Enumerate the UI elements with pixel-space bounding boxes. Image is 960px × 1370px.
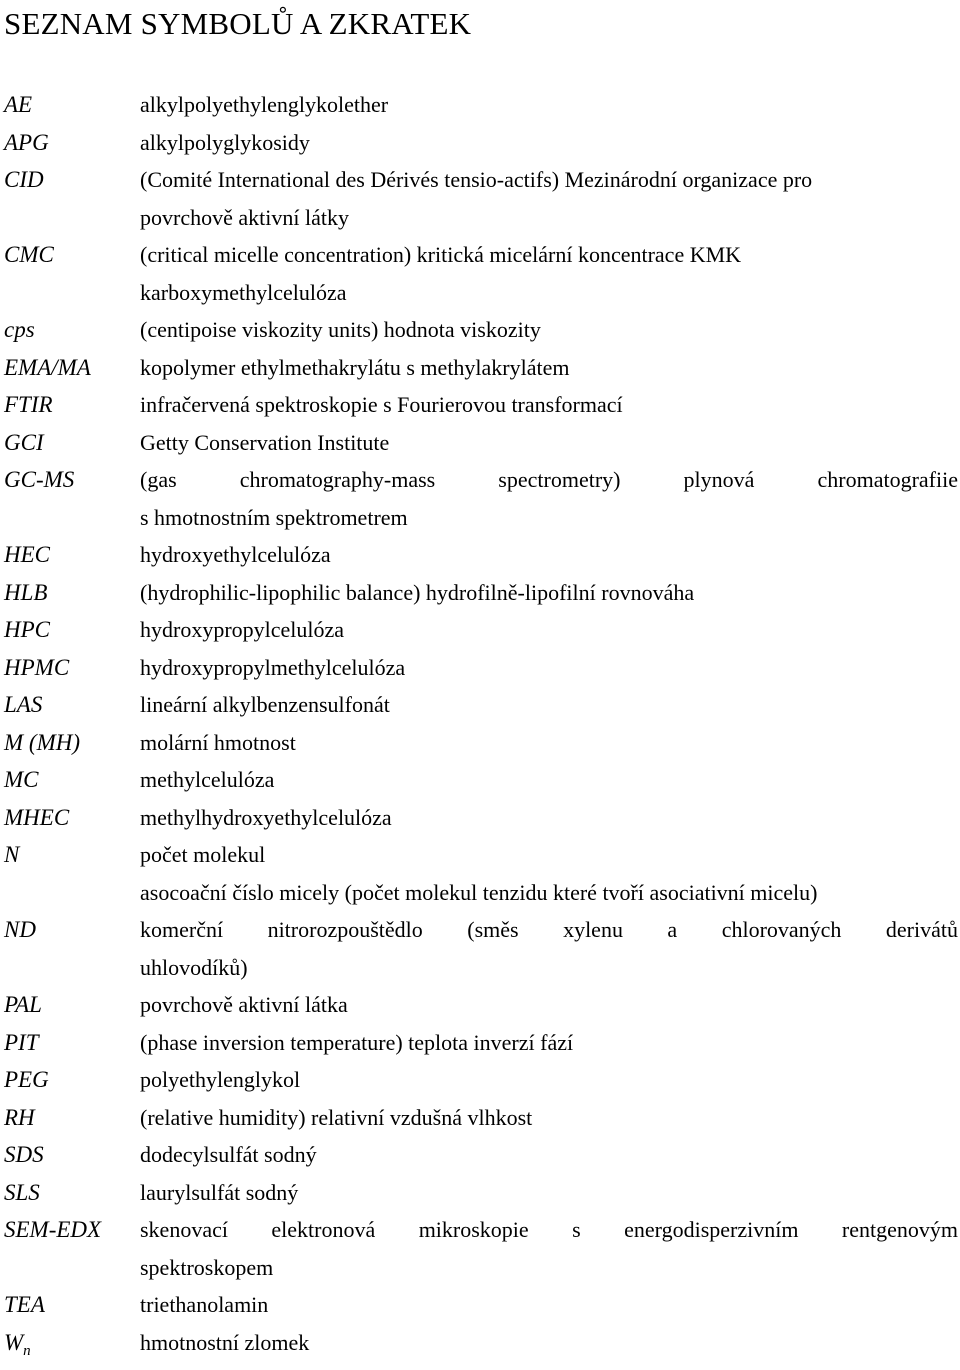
definition-line: alkylpolyglykosidy — [140, 124, 958, 162]
abbreviation-definition — [140, 686, 960, 724]
symbol-text: CID — [4, 167, 44, 192]
symbol-text: SEM-EDX — [4, 1217, 101, 1242]
definition-line: povrchově aktivní látky — [140, 199, 958, 237]
symbol-text: APG — [4, 130, 49, 155]
symbol-text: EMA/MA — [4, 355, 91, 380]
definition-line: (gas chromatography-mass spectrometry) plynová chromatografiie — [140, 461, 958, 499]
abbreviation-entry — [0, 724, 960, 762]
definition-line: alkylpolyethylenglykolether — [140, 86, 958, 124]
abbreviation-definition — [140, 799, 960, 837]
abbreviation-symbol — [0, 1061, 140, 1099]
abbreviation-symbol — [0, 461, 140, 499]
abbreviation-entry — [0, 836, 960, 911]
definition-line: hydroxypropylmethylcelulóza — [140, 649, 958, 687]
abbreviation-symbol — [0, 124, 140, 162]
definition-line: hydroxyethylcelulóza — [140, 536, 958, 574]
abbreviation-entry — [0, 536, 960, 574]
abbreviation-entry — [0, 461, 960, 536]
abbreviation-definition — [140, 124, 960, 162]
definition-line: lineární alkylbenzensulfonát — [140, 686, 958, 724]
abbreviation-definition — [140, 1061, 960, 1099]
abbreviation-definition — [140, 1286, 960, 1324]
definition-line: karboxymethylcelulóza — [140, 274, 958, 312]
symbol-text: SDS — [4, 1142, 44, 1167]
abbreviation-entry — [0, 911, 960, 986]
abbreviation-definition — [140, 161, 960, 236]
abbreviation-entry — [0, 1136, 960, 1174]
symbol-text: HPMC — [4, 655, 69, 680]
abbreviation-definition — [140, 349, 960, 387]
abbreviation-entry — [0, 1099, 960, 1137]
abbreviation-definition — [140, 461, 960, 536]
symbol-text: CMC — [4, 242, 54, 267]
abbreviation-definition — [140, 311, 960, 349]
abbreviation-definition — [140, 86, 960, 124]
abbreviation-entry — [0, 574, 960, 612]
definition-line: molární hmotnost — [140, 724, 958, 762]
abbreviation-entry — [0, 611, 960, 649]
symbol-text: PAL — [4, 992, 42, 1017]
abbreviation-definition — [140, 536, 960, 574]
definition-line: skenovací elektronová mikroskopie s energodisperzivním rentgenovým — [140, 1211, 958, 1249]
abbreviation-symbol — [0, 1211, 140, 1249]
abbreviation-definition — [140, 574, 960, 612]
definition-line: (Comité International des Dérivés tensio-actifs) Mezinárodní organizace pro — [140, 161, 958, 199]
abbreviation-symbol — [0, 1024, 140, 1062]
abbreviation-symbol — [0, 349, 140, 387]
abbreviation-entry — [0, 1324, 960, 1370]
abbreviation-entry — [0, 1286, 960, 1324]
abbreviation-symbol — [0, 386, 140, 424]
definition-line: povrchově aktivní látka — [140, 986, 958, 1024]
definition-line: (critical micelle concentration) kritická micelární koncentrace KMK — [140, 236, 958, 274]
abbreviation-entry — [0, 986, 960, 1024]
symbol-text: GCI — [4, 430, 44, 455]
definition-line: methylhydroxyethylcelulóza — [140, 799, 958, 837]
abbreviation-symbol — [0, 799, 140, 837]
symbol-text: TEA — [4, 1292, 45, 1317]
definition-line: dodecylsulfát sodný — [140, 1136, 958, 1174]
abbreviation-definition — [140, 1174, 960, 1212]
abbreviation-definition — [140, 724, 960, 762]
definition-line: Getty Conservation Institute — [140, 424, 958, 462]
abbreviation-entry — [0, 1024, 960, 1062]
abbreviation-entry — [0, 124, 960, 162]
abbreviation-symbol — [0, 161, 140, 199]
definition-line: hydroxypropylcelulóza — [140, 611, 958, 649]
definition-line: (phase inversion temperature) teplota inverzí fází — [140, 1024, 958, 1062]
symbol-text: PIT — [4, 1030, 39, 1055]
abbreviation-list — [0, 86, 960, 1370]
definition-line: (relative humidity) relativní vzdušná vlhkost — [140, 1099, 958, 1137]
abbreviation-entry — [0, 649, 960, 687]
abbreviation-definition — [140, 424, 960, 462]
definition-line: polyethylenglykol — [140, 1061, 958, 1099]
symbol-text: AE — [4, 92, 32, 117]
abbreviation-definition — [140, 836, 960, 911]
symbol-text: M (MH) — [4, 730, 80, 755]
symbol-text: GC-MS — [4, 467, 74, 492]
abbreviation-definition — [140, 649, 960, 687]
definition-line: (hydrophilic-lipophilic balance) hydrofilně-lipofilní rovnováha — [140, 574, 958, 612]
abbreviation-symbol — [0, 836, 140, 874]
abbreviation-entry — [0, 686, 960, 724]
abbreviation-symbol — [0, 236, 140, 274]
abbreviation-definition — [140, 761, 960, 799]
abbreviation-definition — [140, 1211, 960, 1286]
abbreviation-symbol — [0, 86, 140, 124]
abbreviation-symbol — [0, 1324, 140, 1370]
abbreviation-definition — [140, 1024, 960, 1062]
symbol-text: FTIR — [4, 392, 53, 417]
abbreviation-definition — [140, 986, 960, 1024]
definition-line: spektroskopem — [140, 1249, 958, 1287]
abbreviation-symbol — [0, 986, 140, 1024]
definition-line: infračervená spektroskopie s Fourierovou transformací — [140, 386, 958, 424]
symbol-text: cps — [4, 317, 35, 342]
symbol-text: MHEC — [4, 805, 69, 830]
definition-line: methylcelulóza — [140, 761, 958, 799]
abbreviation-entry — [0, 424, 960, 462]
abbreviation-entry — [0, 1061, 960, 1099]
abbreviation-symbol — [0, 536, 140, 574]
abbreviation-symbol — [0, 1174, 140, 1212]
abbreviation-symbol — [0, 1136, 140, 1174]
definition-line: laurylsulfát sodný — [140, 1174, 958, 1212]
abbreviation-definition — [140, 386, 960, 424]
symbol-text: RH — [4, 1105, 35, 1130]
definition-line: (centipoise viskozity units) hodnota viskozity — [140, 311, 958, 349]
abbreviation-entry — [0, 799, 960, 837]
abbreviation-definition — [140, 611, 960, 649]
symbol-text: HEC — [4, 542, 50, 567]
symbol-text: N — [4, 842, 19, 867]
symbol-text: LAS — [4, 692, 42, 717]
abbreviation-entry — [0, 161, 960, 236]
definition-line: kopolymer ethylmethakrylátu s methylakrylátem — [140, 349, 958, 387]
symbol-text: HLB — [4, 580, 47, 605]
abbreviation-definition — [140, 1324, 960, 1362]
symbol-text: ND — [4, 917, 36, 942]
symbol-text: PEG — [4, 1067, 49, 1092]
symbol-subscript: n — [23, 1343, 31, 1359]
abbreviation-definition — [140, 1099, 960, 1137]
definition-line: asocoační číslo micely (počet molekul tenzidu které tvoří asociativní micelu) — [140, 874, 958, 912]
abbreviation-definition — [140, 236, 960, 311]
abbreviation-symbol — [0, 911, 140, 949]
abbreviation-symbol — [0, 311, 140, 349]
abbreviation-symbol — [0, 574, 140, 612]
abbreviation-entry — [0, 86, 960, 124]
abbreviation-symbol — [0, 1099, 140, 1137]
abbreviation-entry — [0, 349, 960, 387]
abbreviation-entry — [0, 761, 960, 799]
abbreviation-entry — [0, 311, 960, 349]
definition-line: komerční nitrorozpouštědlo (směs xylenu a chlorovaných derivátů — [140, 911, 958, 949]
symbol-text: W — [4, 1330, 23, 1355]
abbreviation-entry — [0, 1211, 960, 1286]
page-title: SEZNAM SYMBOLŮ A ZKRATEK — [4, 2, 471, 46]
abbreviation-symbol — [0, 649, 140, 687]
abbreviation-definition — [140, 911, 960, 986]
abbreviation-entry — [0, 236, 960, 311]
symbol-text: HPC — [4, 617, 50, 642]
abbreviation-definition — [140, 1136, 960, 1174]
definition-line: počet molekul — [140, 836, 958, 874]
abbreviation-entry — [0, 386, 960, 424]
abbreviation-symbol — [0, 1286, 140, 1324]
abbreviation-symbol — [0, 686, 140, 724]
abbreviation-symbol — [0, 724, 140, 762]
definition-line: uhlovodíků) — [140, 949, 958, 987]
definition-line: triethanolamin — [140, 1286, 958, 1324]
definition-line: hmotnostní zlomek — [140, 1324, 958, 1362]
definition-line: s hmotnostním spektrometrem — [140, 499, 958, 537]
symbol-text: MC — [4, 767, 39, 792]
abbreviation-symbol — [0, 761, 140, 799]
symbol-text: SLS — [4, 1180, 40, 1205]
abbreviation-symbol — [0, 611, 140, 649]
abbreviation-symbol — [0, 424, 140, 462]
abbreviation-entry — [0, 1174, 960, 1212]
